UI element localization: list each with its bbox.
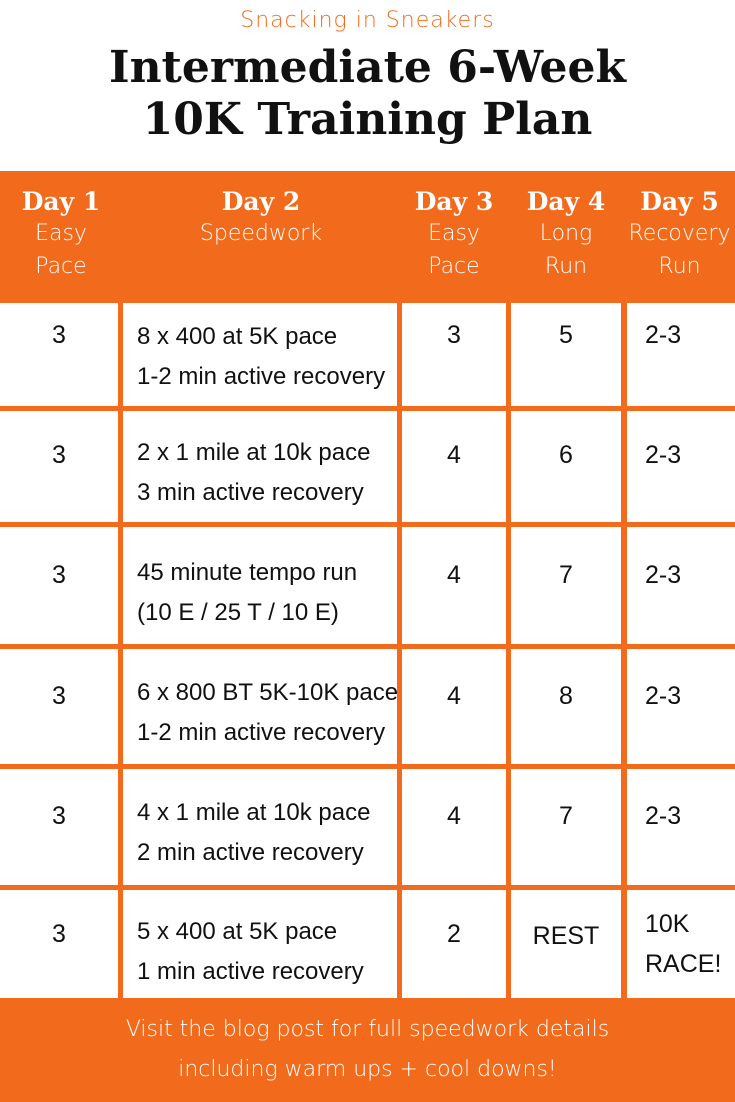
cell-value: 2-3	[645, 682, 682, 710]
table-cell	[402, 411, 506, 522]
table-cell	[511, 411, 621, 522]
cell-value: 4	[447, 561, 461, 589]
training-plan-table	[0, 171, 735, 998]
race-line: 10K	[645, 910, 690, 938]
table-cell	[627, 649, 735, 764]
table-cell	[123, 411, 397, 522]
cell-value: 4	[447, 802, 461, 830]
header-subtitle: Pace	[35, 254, 87, 279]
header-day-4	[508, 171, 624, 299]
header-subtitle: Easy	[35, 221, 87, 246]
speedwork-line: 2 x 1 mile at 10k pace	[137, 439, 371, 466]
table-cell	[0, 890, 118, 998]
cell-value: 6	[559, 441, 573, 469]
table-cell	[0, 649, 118, 764]
header-subtitle: Recovery	[628, 221, 731, 246]
page-title	[0, 42, 735, 146]
cell-value: 2-3	[645, 441, 682, 469]
cell-value: 4	[447, 682, 461, 710]
cell-value: 3	[52, 682, 66, 710]
speedwork-line: 6 x 800 BT 5K-10K pace	[137, 679, 399, 706]
table-cell	[123, 303, 397, 406]
table-cell	[627, 890, 735, 998]
speedwork-line: 2 min active recovery	[137, 839, 364, 866]
footer-banner	[0, 998, 735, 1102]
header-subtitle: Run	[658, 254, 701, 279]
table-cell	[402, 649, 506, 764]
header-subtitle: Run	[544, 254, 588, 279]
cell-value: 2-3	[645, 802, 682, 830]
speedwork-line: 8 x 400 at 5K pace	[137, 323, 338, 350]
table-cell	[0, 411, 118, 522]
cell-value: 8	[559, 682, 573, 710]
header-subtitle: Speedwork	[199, 221, 323, 246]
cell-value: 2-3	[645, 321, 682, 349]
table-cell	[627, 769, 735, 885]
speedwork-description	[137, 317, 393, 397]
header-day-label: Day 3	[414, 187, 494, 216]
cell-value: 3	[52, 561, 66, 589]
header-subtitle: Long	[539, 221, 593, 246]
cell-value: 5	[559, 321, 573, 349]
header-day-5	[624, 171, 735, 299]
cell-value: 3	[52, 920, 66, 948]
table-cell	[0, 527, 118, 644]
cell-value: 3	[52, 802, 66, 830]
speedwork-description	[137, 673, 399, 753]
cell-value: 7	[559, 561, 573, 589]
table-cell	[0, 769, 118, 885]
brand-name: Snacking in Sneakers	[240, 8, 495, 33]
header-day-label: Day 4	[526, 187, 606, 216]
race-label	[645, 904, 721, 984]
table-cell	[123, 769, 397, 885]
rest-label: REST	[532, 922, 600, 950]
speedwork-line: (10 E / 25 T / 10 E)	[137, 599, 339, 626]
table-cell	[402, 890, 506, 998]
footer-line-2: including warm ups + cool downs!	[178, 1057, 557, 1082]
cell-value: 4	[447, 441, 461, 469]
speedwork-line: 45 minute tempo run	[137, 559, 358, 586]
header-subtitle: Pace	[428, 254, 480, 279]
table-cell	[627, 527, 735, 644]
speedwork-line: 1-2 min active recovery	[137, 719, 386, 746]
cell-value: 3	[447, 321, 461, 349]
speedwork-description	[137, 912, 393, 992]
speedwork-line: 4 x 1 mile at 10k pace	[137, 799, 371, 826]
speedwork-description	[137, 433, 393, 513]
speedwork-line: 1 min active recovery	[137, 958, 364, 985]
header-day-2	[122, 171, 400, 299]
speedwork-line: 3 min active recovery	[137, 479, 364, 506]
header-day-1	[0, 171, 122, 299]
table-cell	[402, 769, 506, 885]
race-line: RACE!	[645, 950, 722, 978]
table-cell	[123, 527, 397, 644]
cell-value: 7	[559, 802, 573, 830]
table-cell	[627, 411, 735, 522]
table-cell	[402, 303, 506, 406]
speedwork-line: 5 x 400 at 5K pace	[137, 918, 338, 945]
cell-value: 2	[447, 920, 461, 948]
table-cell	[511, 303, 621, 406]
table-cell	[511, 769, 621, 885]
cell-value: 3	[52, 441, 66, 469]
table-cell	[511, 890, 621, 998]
header-day-3	[400, 171, 508, 299]
table-cell	[402, 527, 506, 644]
header-subtitle: Easy	[428, 221, 480, 246]
cell-value: 2-3	[645, 561, 682, 589]
table-cell	[123, 890, 397, 998]
header-day-label: Day 5	[640, 187, 719, 216]
cell-value: 3	[52, 321, 66, 349]
table-cell	[627, 303, 735, 406]
footer-line-1: Visit the blog post for full speedwork details	[125, 1017, 610, 1042]
speedwork-line: 1-2 min active recovery	[137, 363, 386, 390]
header-day-label: Day 1	[21, 187, 101, 216]
table-cell	[511, 527, 621, 644]
table-cell	[511, 649, 621, 764]
table-cell	[123, 649, 397, 764]
speedwork-description	[137, 553, 393, 633]
table-cell	[0, 303, 118, 406]
title-line-2: 10K Training Plan	[142, 94, 593, 145]
title-line-1: Intermediate 6-Week	[108, 42, 627, 93]
speedwork-description	[137, 793, 393, 873]
header-day-label: Day 2	[221, 187, 301, 216]
